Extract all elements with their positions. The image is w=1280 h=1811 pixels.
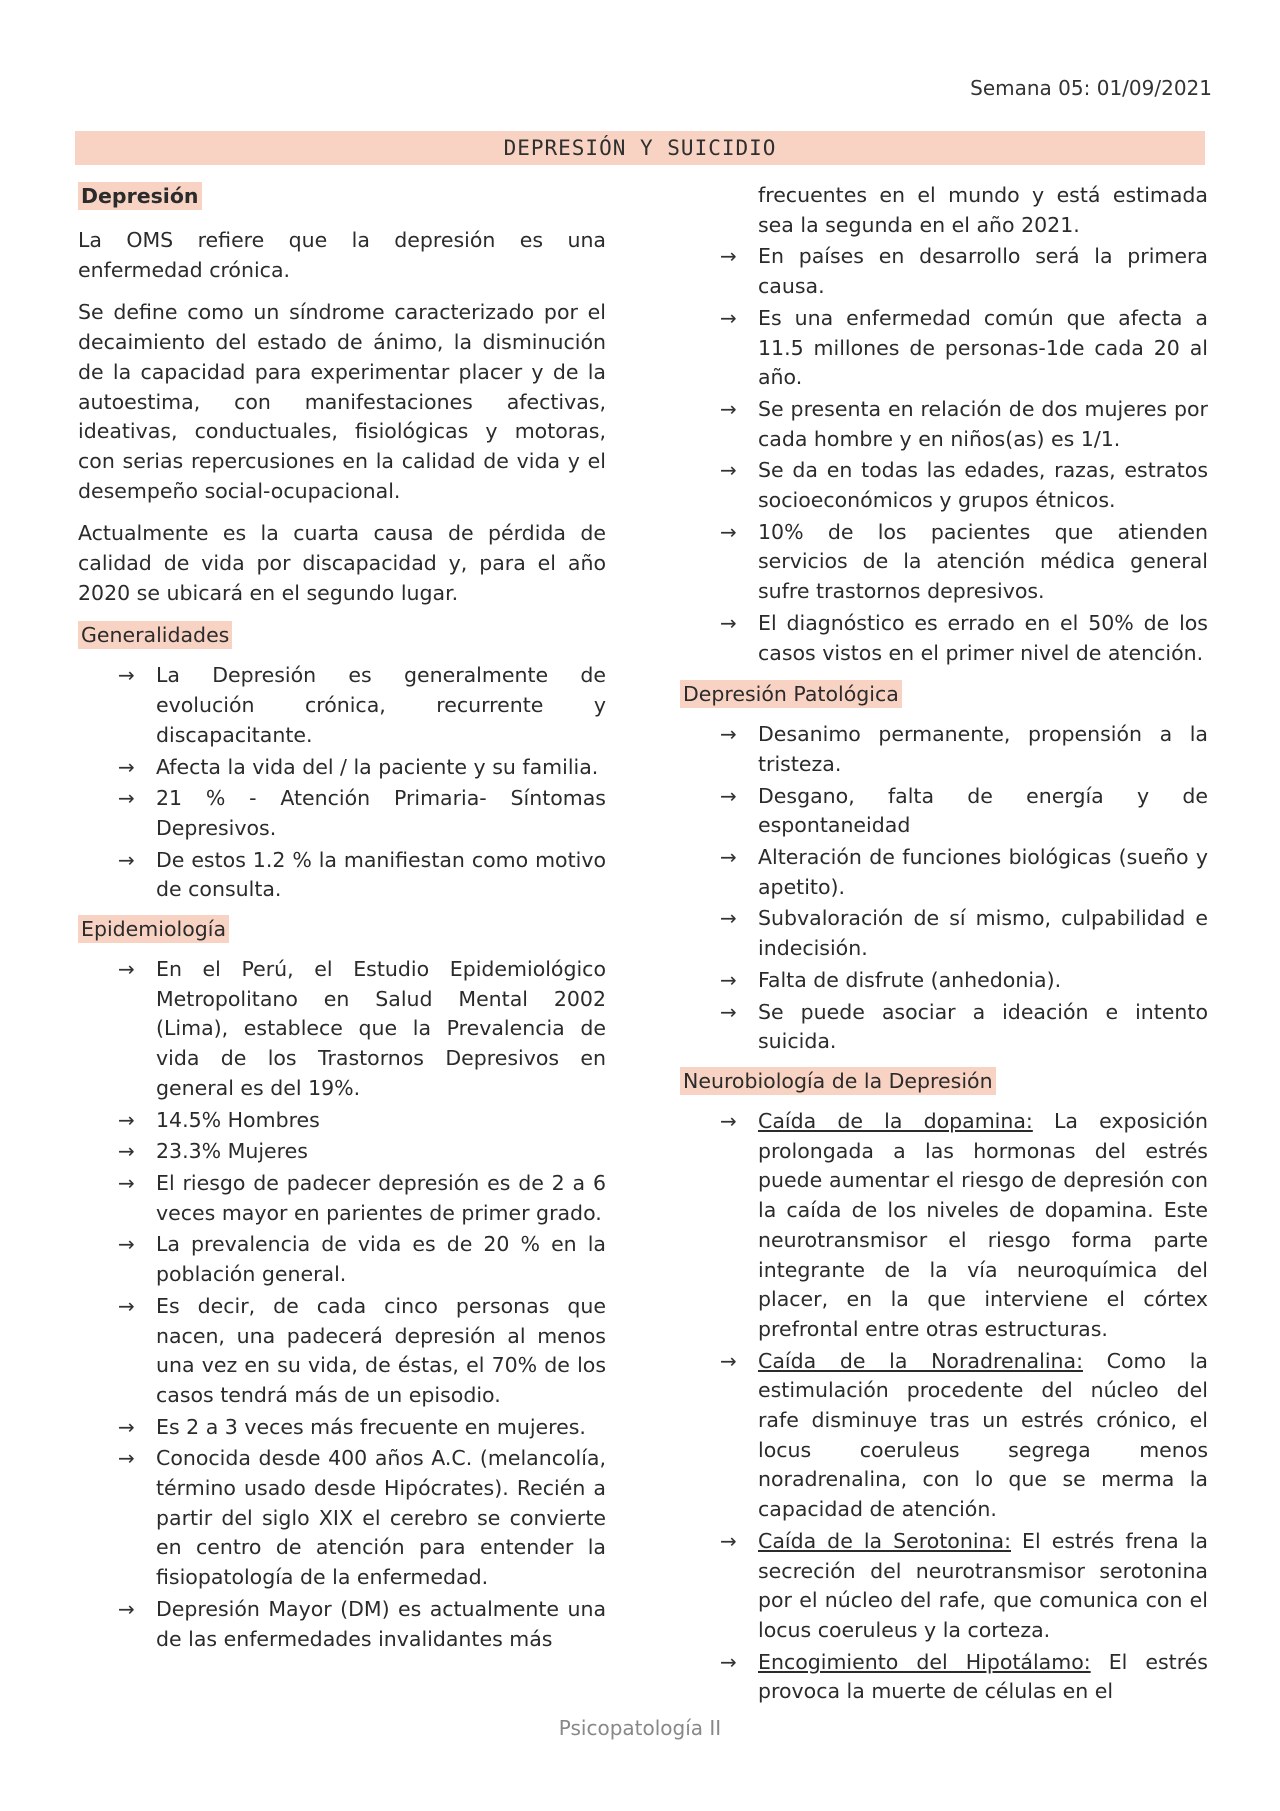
list-item: → El diagnóstico es errado en el 50% de los casos vistos en el primer nivel de atención. [720,610,1208,665]
list-item: → En países en desarrollo será la primera causa. [720,244,1208,299]
right-arrow-icon: → [720,458,737,483]
right-arrow-icon: → [720,610,737,635]
paragraph-definition: Se define como un síndrome caracterizado por el decaimiento del estado de ánimo, la disminución de la capacidad para experimentar placer y de la autoestima, con manifestaciones afectivas, ideativas, conductuales, fisiológicas y motoras, con serias repercusiones en la calidad de vida y el desempeño social-ocupacional. [78,300,606,503]
heading-depresion: Depresión [78,182,202,210]
list-item-continuation: frecuentes en el mundo y está estimada sea la segunda en el año 2021. [758,183,1208,237]
right-column [680,181,1208,1709]
right-arrow-icon: → [118,957,135,982]
list-item: → El riesgo de padecer depresión es de 2 a 6 veces mayor en parientes de primer grado. [118,1170,606,1225]
neuro-term: Encogimiento del Hipotálamo: [758,1649,1091,1674]
list-item: → 10% de los pacientes que atienden servicios de la atención médica general sufre trastornos depresivos. [720,519,1208,604]
generalidades-list [78,661,606,905]
list-item: → 14.5% Hombres [156,1106,606,1136]
right-arrow-icon: → [720,906,737,931]
right-arrow-icon: → [720,519,737,544]
right-arrow-icon: → [720,396,737,421]
list-item: → La Depresión es generalmente de evolución crónica, recurrente y discapacitante. [118,663,606,747]
list-item: → Encogimiento del Hipotálamo: El estrés provoca la muerte de células en el [720,1649,1208,1704]
right-arrow-icon: → [720,1649,737,1674]
list-item: → Desanimo permanente, propensión a la tristeza. [720,722,1208,776]
right-arrow-icon: → [720,1528,737,1553]
list-item: → En el Perú, el Estudio Epidemiológico Metropolitano en Salud Mental 2002 (Lima), establece que la Prevalencia de vida de los Trastornos Depresivos en general es del 19%. [118,957,606,1100]
epidemiologia-list [78,955,606,1654]
list-item: → La prevalencia de vida es de 20 % en la población general. [118,1232,606,1287]
epidemiologia-continued-list [680,181,1208,668]
right-arrow-icon: → [118,1293,135,1318]
list-item: → Desgano, falta de energía y de espontaneidad [720,783,1208,838]
right-arrow-icon: → [118,1107,135,1132]
list-item: → Conocida desde 400 años A.C. (melancolía, término usado desde Hipócrates). Recién a partir del siglo XIX el cerebro se convierte en centro de atención para entender la fisiopatología de la enfermedad. [118,1446,606,1590]
right-arrow-icon: → [118,1170,135,1195]
page-title: DEPRESIÓN Y SUICIDIO [503,136,777,160]
list-item: → Se da en todas las edades, razas, estratos socioeconómicos y grupos étnicos. [720,458,1208,513]
heading-generalidades: Generalidades [78,621,232,649]
list-item: → De estos 1.2 % la manifiestan como motivo de consulta. [118,847,606,902]
right-arrow-icon: → [720,967,737,992]
paragraph-oms: La OMS refiere que la depresión es una enfermedad crónica. [78,228,606,282]
patologica-list [680,720,1208,1057]
heading-epidemiologia: Epidemiología [78,915,229,943]
list-item: → Es una enfermedad común que afecta a 11.5 millones de personas-1de cada 20 al año. [720,305,1208,390]
list-item: → Caída de la dopamina: La exposición prolongada a las hormonas del estrés puede aumentar el riesgo de depresión con la caída de los niveles de dopamina. Este neurotransmisor el riesgo forma parte integrante de la vía neuroquímica del placer, en la que interviene el córtex prefrontal entre otras estructuras. [720,1108,1208,1341]
header-date: Semana 05: 01/09/2021 [970,76,1212,100]
right-arrow-icon: → [720,722,737,747]
right-arrow-icon: → [118,1232,135,1257]
list-item: → 21 % - Atención Primaria- Síntomas Depresivos. [118,786,606,840]
left-column [78,182,606,1656]
right-arrow-icon: → [118,786,135,811]
heading-neurobiologia: Neurobiología de la Depresión [680,1067,996,1095]
list-item: → Subvaloración de sí mismo, culpabilidad e indecisión. [720,906,1208,961]
neuro-term: Caída de la dopamina: [758,1108,1033,1133]
right-arrow-icon: → [720,244,737,269]
list-item: → Caída de la Serotonina: El estrés frena la secreción del neurotransmisor serotonina por el núcleo del rafe, que comunica con el locus coeruleus y la corteza. [720,1528,1208,1642]
list-item: → 23.3% Mujeres [156,1137,606,1167]
right-arrow-icon: → [720,845,737,870]
neuro-term: Caída de la Serotonina: [758,1528,1011,1553]
title-bar [75,131,1205,165]
right-arrow-icon: → [118,1414,135,1439]
right-arrow-icon: → [118,847,135,872]
list-item: → Es 2 a 3 veces más frecuente en mujeres. [156,1413,606,1443]
list-item: → Caída de la Noradrenalina: Como la estimulación procedente del núcleo del rafe disminuye tras un estrés crónico, el locus coeruleus segrega menos noradrenalina, con lo que se merma la capacidad de atención. [720,1348,1208,1522]
right-arrow-icon: → [118,1446,135,1471]
list-item: → Se puede asociar a ideación e intento suicida. [720,999,1208,1054]
heading-depresion-patologica: Depresión Patológica [680,680,902,708]
list-item: → Falta de disfrute (anhedonia). [758,966,1208,996]
neurobiologia-list [680,1107,1208,1707]
right-arrow-icon: → [720,1348,737,1373]
right-arrow-icon: → [118,1139,135,1164]
right-arrow-icon: → [720,783,737,808]
list-item: → Es decir, de cada cinco personas que nacen, una padecerá depresión al menos una vez en su vida, de éstas, el 70% de los casos tendrá más de un episodio. [118,1293,606,1407]
list-item: → Depresión Mayor (DM) es actualmente una de las enfermedades invalidantes más [118,1596,606,1651]
page-footer: Psicopatología II [558,1716,722,1740]
neuro-term: Caída de la Noradrenalina: [758,1348,1083,1373]
right-arrow-icon: → [720,305,737,330]
list-item: → Alteración de funciones biológicas (sueño y apetito). [720,845,1208,899]
list-item: → Afecta la vida del / la paciente y su familia. [156,753,606,783]
paragraph-cuarta-causa: Actualmente es la cuarta causa de pérdida de calidad de vida por discapacidad y, para el año 2020 se ubicará en el segundo lugar. [78,521,606,605]
list-item: → Se presenta en relación de dos mujeres por cada hombre y en niños(as) es 1/1. [720,396,1208,451]
right-arrow-icon: → [118,663,135,688]
right-arrow-icon: → [720,999,737,1024]
right-arrow-icon: → [720,1108,737,1133]
right-arrow-icon: → [118,1596,135,1621]
right-arrow-icon: → [118,754,135,779]
